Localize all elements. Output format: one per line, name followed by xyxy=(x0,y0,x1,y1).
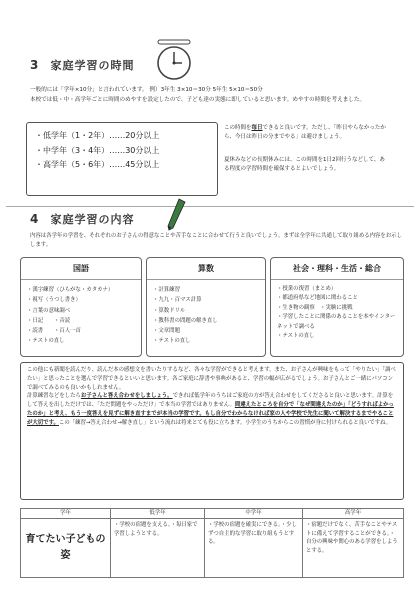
table-header-cell: 低学年 xyxy=(111,509,205,519)
table-row xyxy=(21,519,404,578)
section-3-body-2: 本校では低・中・高学年ごとに時間のめやすを設定したので、子ども達の実態に即していると思います。めやすの時間を考えました。 xyxy=(30,97,366,103)
list-item: ・授業の復習（まとめ） xyxy=(277,286,337,292)
section-title: 家庭学習の時間 xyxy=(50,59,135,72)
list-item: ・計算練習 xyxy=(153,287,180,293)
list-item: ・文章問題 xyxy=(153,328,180,335)
list-item: ・テストの直し xyxy=(277,333,315,340)
column-header: 社会・理科・生活・総合 xyxy=(271,258,403,280)
list-item: ・言葉の意味調べ xyxy=(27,307,71,314)
list-item: ・テストの直し xyxy=(27,338,65,345)
list-item: ・視写（うつし書き） xyxy=(27,297,81,304)
table-cell: ・宿題だけでなく、苦手なことやテストに備えて学習することができる。・自分の興味や関心のある学習をしようとする。 xyxy=(303,519,404,578)
column-body xyxy=(277,285,399,342)
grade-line-mid: ・中学年（3・4年）……30分以上 xyxy=(35,145,160,155)
grade-line-low: ・低学年（1・2年）……20分以上 xyxy=(35,131,160,140)
column-body xyxy=(153,285,261,347)
list-item: ・都道府県など地図に関わること xyxy=(277,295,358,302)
advice-para-2: 計算練習などをしたらお子さんと答え合わせをしましょう。できれば低学年のうちはご家庭の方が答え合わせをしてくださると良いと思います。計算をして答えを出しただけでは、「ただ問題をやっただけ」で本当の学習ではありません。間違えたところを自分で「なぜ間違えたのか」「どうすればよかったのか」と考え、もう一度答えを見ずに解き直すまでが本当の学習です。もし自分でわからなければ家の人や学校で先生に聞いて解決するまでやることが大切です。この「練習→答え合わせ→解き直し」という流れは将来とても役に立ちます。小学生のうちからこの習慣が身に付けられると良いですね。 xyxy=(27,393,394,426)
list-item: ・漢字練習（ひらがな・カタカナ） xyxy=(27,287,114,293)
pencil-icon xyxy=(166,198,186,232)
section-divider xyxy=(6,206,414,207)
table-header-row xyxy=(21,509,404,519)
list-item: ・日記 ・音読 xyxy=(27,317,71,324)
table-header-cell: 学年 xyxy=(21,509,111,519)
table-cell: ・学校の宿題を確実にできる。・少しずつ自主的な学習に取り組もうとする。 xyxy=(205,519,303,578)
list-item: ・教科書の問題の解き直し xyxy=(153,317,218,324)
clock-icon xyxy=(152,38,196,82)
time-note-1: この時間を毎日できると良いです。ただし、「昨日やらなかったから、今日は昨日の分までやる」は避けましょう。 xyxy=(224,125,386,140)
list-item: ・テストの直し xyxy=(153,338,191,345)
study-advice-box xyxy=(20,362,404,500)
column-header: 算数 xyxy=(147,258,265,280)
list-item: ・読書 ・百人一首 xyxy=(27,328,81,335)
column-kokugo xyxy=(20,257,142,357)
table-header-cell: 高学年 xyxy=(303,509,404,519)
table-header-cell: 中学年 xyxy=(205,509,303,519)
section-4-heading xyxy=(30,211,135,228)
list-item: ・学習したことに関係のあることを本やインターネットで調べる xyxy=(277,314,396,330)
section-3-body-1: 一般的には「学年×10分」と言われています。 例）3年生 3×10＝30分 5年生 5×10＝50分 xyxy=(30,87,263,93)
section-number: 4 xyxy=(30,212,39,226)
section-number: 3 xyxy=(30,58,39,72)
section-3-heading xyxy=(30,57,135,74)
time-note-2: 夏休みなどの長期休みには、この時間を1日2回行うなどして、ある程度の学習時間を確保するとよいでしょう。 xyxy=(224,157,385,172)
column-shakai-rika xyxy=(270,257,404,357)
table-cell: ・学校の宿題を支える。・毎日家で学習しようとする。 xyxy=(111,519,205,578)
row-label: 育てたい子どもの姿 xyxy=(21,519,111,578)
column-header: 国語 xyxy=(21,258,141,280)
column-body xyxy=(27,285,137,347)
advice-para-1: この他にも新聞を読んだり、読んだ本の感想文を書いたりするなど、各々な学習ができると考えます。また、お子さんが興味をもって「やりたい」「調べたい」と思ったことを選んで学習できるといいと思います。各ご家庭に辞書や事典があると、学習の幅が広がるでしょう。お子さんとご一緒にパソコンで調べてみるのも良いかもしれません。 xyxy=(27,367,396,391)
section-4-intro: 内容は各学年の学習を、それぞれのお子さんの得意なことや苦手なことに合わせて行うと良いでしょう。まずは全学年に共通して取り組める内容をお示しします。 xyxy=(30,233,402,248)
column-sansu xyxy=(146,257,266,357)
grade-time-box xyxy=(26,122,218,196)
list-item: ・九九・百マス計算 xyxy=(153,297,202,304)
list-item: ・生き物の観察 ・実験に挑戦 xyxy=(277,304,353,311)
grade-line-high: ・高学年（5・6年）……45分以上 xyxy=(35,160,160,170)
goals-table xyxy=(20,508,404,578)
section-title: 家庭学習の内容 xyxy=(50,213,135,226)
list-item: ・算数ドリル xyxy=(153,307,186,314)
